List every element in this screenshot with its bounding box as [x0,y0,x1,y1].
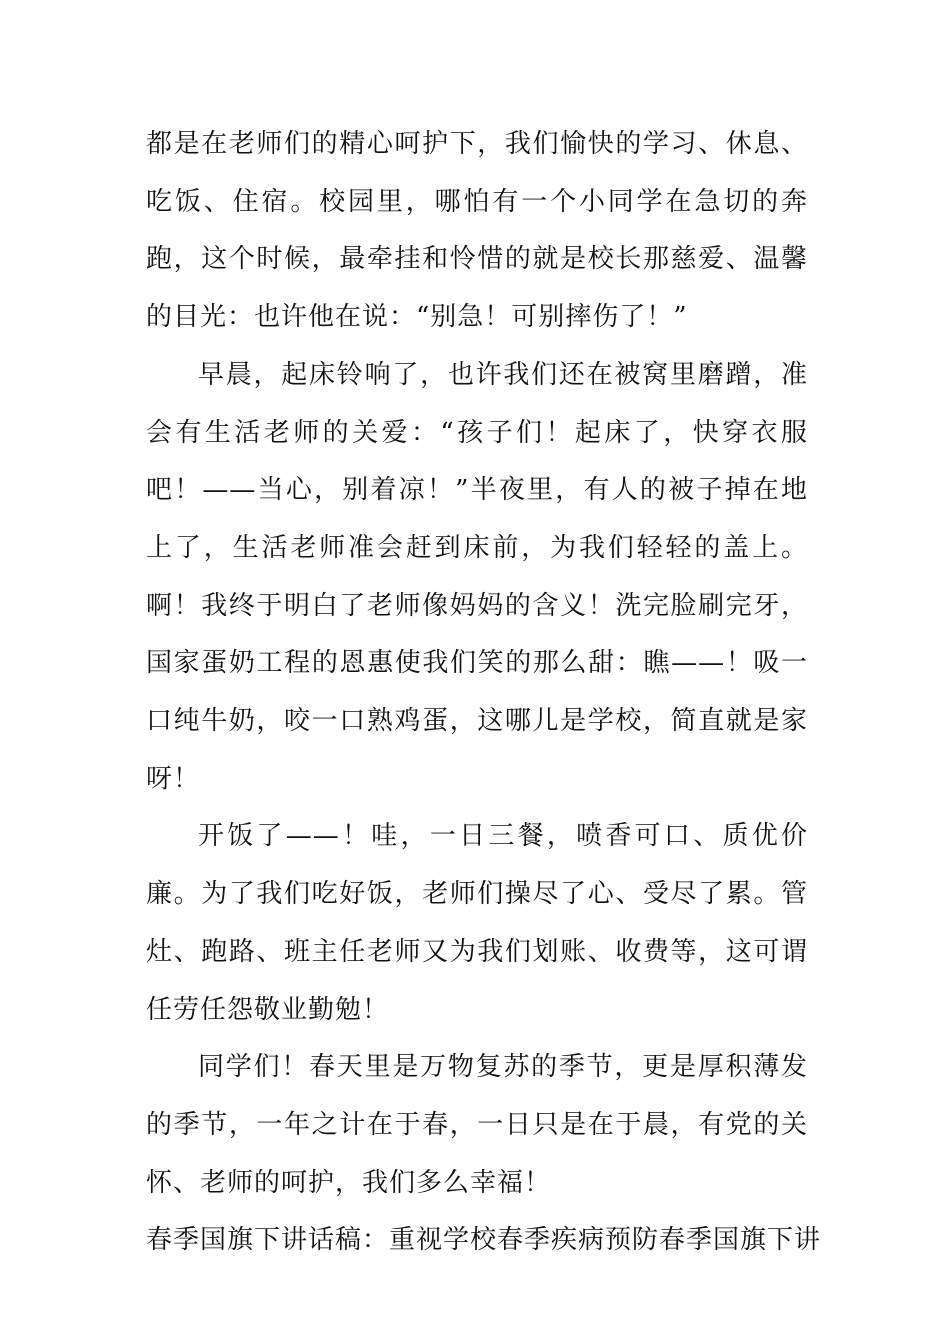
trailing-heading-line: 春季国旗下讲话稿：重视学校春季疾病预防春季国旗下讲 [146,1225,822,1256]
paragraph-morning: 早晨，起床铃响了，也许我们还在被窝里磨蹭，准会有生活老师的关爱：“孩子们！起床了，快穿衣服吧！——当心，别着凉！”半夜里，有人的被子掉在地上了，生活老师准会赶到床前，为我们轻轻的盖上。啊！我终于明白了老师像妈妈的含义！洗完脸刷完牙，国家蛋奶工程的恩惠使我们笑的那么甜：瞧——！吸一口纯牛奶，咬一口熟鸡蛋，这哪儿是学校，简直就是家呀！ [146,359,808,794]
document-body [146,116,822,1270]
paragraph-school-care: 都是在老师们的精心呵护下，我们愉快的学习、休息、吃饭、住宿。校园里，哪怕有一个小同学在急切的奔跑，这个时候，最牵挂和怜惜的就是校长那慈爱、温馨的目光：也许他在说：“别急！可别摔伤了！” [146,129,808,333]
paragraph-meals: 开饭了——！哇，一日三餐，喷香可口、质优价廉。为了我们吃好饭，老师们操尽了心、受尽了累。管灶、跑路、班主任老师又为我们划账、收费等，这可谓任劳任怨敬业勤勉！ [146,821,808,1025]
paragraph-spring: 同学们！春天里是万物复苏的季节，更是厚积薄发的季节，一年之计在于春，一日只是在于晨，有党的关怀、老师的呵护，我们多么幸福！ [146,1052,808,1198]
